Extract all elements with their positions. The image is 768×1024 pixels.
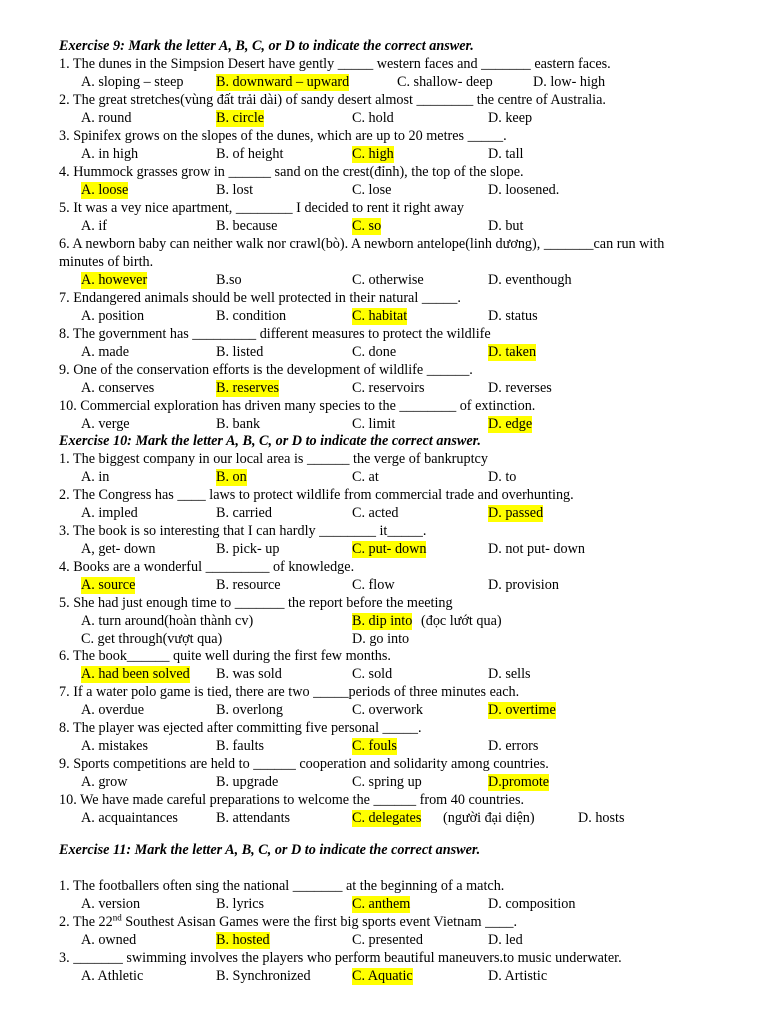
option-a[interactable]: A. position <box>81 308 145 324</box>
option-c[interactable]: C. lose <box>352 182 392 198</box>
options-row <box>0 666 768 683</box>
option-d[interactable]: D. overtime <box>488 702 556 718</box>
option-b[interactable]: B. faults <box>216 738 265 754</box>
options-row <box>0 146 768 163</box>
option-d[interactable]: D. but <box>488 218 524 234</box>
options-row <box>0 380 768 397</box>
question-text: 7. Endangered animals should be well protected in their natural _____. <box>59 290 461 306</box>
option-a[interactable]: A. source <box>81 577 136 593</box>
question-text: 9. One of the conservation efforts is the development of wildlife ______. <box>59 362 473 378</box>
option-b[interactable]: B. condition <box>216 308 287 324</box>
option-d[interactable]: D. sells <box>488 666 531 682</box>
option-c[interactable]: C. done <box>352 344 397 360</box>
question-text: 10. We have made careful preparations to welcome the ______ from 40 countries. <box>59 792 525 808</box>
question-text: 8. The government has _________ different measures to protect the wildlife <box>59 326 491 342</box>
option-d[interactable]: D. edge <box>488 416 533 432</box>
options-row <box>0 896 768 913</box>
exercise-9-heading: Exercise 9: Mark the letter A, B, C, or D to indicate the correct answer. <box>59 38 474 54</box>
option-a[interactable]: A. grow <box>81 774 128 790</box>
option-d[interactable]: D. composition <box>488 896 576 912</box>
option-a[interactable]: A. had been solved <box>81 666 190 682</box>
question-text <box>59 914 517 931</box>
question-text-post: Southest Asisan Games were the first big sports event Vietnam ____. <box>121 914 518 930</box>
option-d[interactable]: D. provision <box>488 577 559 593</box>
option-d[interactable]: D. loosened. <box>488 182 560 198</box>
option-a[interactable]: A. owned <box>81 932 137 948</box>
option-b[interactable]: B. reserves <box>216 380 280 396</box>
option-c[interactable]: C. otherwise <box>352 272 424 288</box>
option-a[interactable]: A. made <box>81 344 130 360</box>
option-b[interactable]: B. carried <box>216 505 272 521</box>
question-text: 1. The footballers often sing the national _______ at the beginning of a match. <box>59 878 505 894</box>
question-text: 2. The Congress has ____ laws to protect wildlife from commercial trade and overhunting. <box>59 487 574 503</box>
option-b[interactable]: B. of height <box>216 146 284 162</box>
question-text: 3. _______ swimming involves the players who perform beautiful maneuvers.to music underwater. <box>59 950 622 966</box>
option-c[interactable]: C. hold <box>352 110 394 126</box>
option-a[interactable]: A, get- down <box>81 541 156 557</box>
option-b[interactable]: B. hosted <box>216 932 270 948</box>
question-text: 3. The book is so interesting that I can hardly ________ it_____. <box>59 523 427 539</box>
question-text: 4. Books are a wonderful _________ of knowledge. <box>59 559 355 575</box>
option-a[interactable]: A. verge <box>81 416 130 432</box>
option-a[interactable]: A. if <box>81 218 108 234</box>
option-a[interactable]: A. sloping – steep <box>81 74 184 90</box>
question-text: 2. The great stretches(vùng đất trải dài) of sandy desert almost ________ the centre of Australia. <box>59 92 606 108</box>
option-d[interactable]: D. keep <box>488 110 533 126</box>
option-b[interactable]: B. was sold <box>216 666 282 682</box>
options-row <box>0 774 768 791</box>
options-row <box>0 469 768 486</box>
option-d[interactable]: D. hosts <box>578 810 625 826</box>
option-b[interactable]: B. resource <box>216 577 281 593</box>
question-text: 6. The book______ quite well during the first few months. <box>59 648 391 664</box>
option-a[interactable]: A. mistakes <box>81 738 148 754</box>
ordinal-suffix: nd <box>112 912 122 923</box>
option-a[interactable]: A. impled <box>81 505 138 521</box>
option-c[interactable]: C. delegates <box>352 810 422 826</box>
option-b[interactable]: B. attendants <box>216 810 291 826</box>
option-a[interactable]: A. Athletic <box>81 968 144 984</box>
options-row <box>0 613 768 630</box>
option-b[interactable]: B. because <box>216 218 278 234</box>
option-b[interactable]: B. dip into <box>352 613 413 629</box>
option-c[interactable]: C. spring up <box>352 774 422 790</box>
options-row <box>0 308 768 325</box>
option-c[interactable]: C. shallow- deep <box>397 74 493 90</box>
question-text-pre: 2. The 22 <box>59 914 113 930</box>
option-c[interactable]: C. at <box>352 469 379 485</box>
option-c[interactable]: C. overwork <box>352 702 423 718</box>
question-text: 7. If a water polo game is tied, there are two _____periods of three minutes each. <box>59 684 520 700</box>
option-d[interactable]: D. tall <box>488 146 524 162</box>
option-b[interactable]: B. on <box>216 469 247 485</box>
question-text: 3. Spinifex grows on the slopes of the dunes, which are up to 20 metres _____. <box>59 128 507 144</box>
question-text: 10. Commercial exploration has driven many species to the ________ of extinction. <box>59 398 536 414</box>
option-c[interactable]: C. acted <box>352 505 399 521</box>
options-row <box>0 932 768 949</box>
option-c-note: (người đại diện) <box>443 810 535 826</box>
option-c[interactable]: C. presented <box>352 932 423 948</box>
option-c[interactable]: C. fouls <box>352 738 397 754</box>
option-d[interactable]: D. eventhough <box>488 272 572 288</box>
option-d[interactable]: D. passed <box>488 505 544 521</box>
option-a[interactable]: A. overdue <box>81 702 145 718</box>
option-b[interactable]: B. circle <box>216 110 265 126</box>
option-b[interactable]: B. pick- up <box>216 541 280 557</box>
option-c[interactable]: C. reservoirs <box>352 380 425 396</box>
question-text: 6. A newborn baby can neither walk nor crawl(bò). A newborn antelope(linh dương), _______can run with <box>59 236 665 252</box>
options-row <box>0 344 768 361</box>
options-row <box>0 182 768 199</box>
question-text: 4. Hummock grasses grow in ______ sand on the crest(đỉnh), the top of the slope. <box>59 164 524 180</box>
option-c[interactable]: C. flow <box>352 577 395 593</box>
option-a[interactable]: A. conserves <box>81 380 155 396</box>
option-d[interactable]: D. led <box>488 932 523 948</box>
options-row <box>0 577 768 594</box>
option-b[interactable]: B. lyrics <box>216 896 265 912</box>
option-d[interactable]: D. reverses <box>488 380 552 396</box>
options-row <box>0 272 768 289</box>
option-b[interactable]: B.so <box>216 272 242 288</box>
option-a[interactable]: A. however <box>81 272 148 288</box>
option-c[interactable]: C. limit <box>352 416 396 432</box>
option-a[interactable]: A. in <box>81 469 110 485</box>
option-b[interactable]: B. downward – upward <box>216 74 350 90</box>
options-row <box>0 505 768 522</box>
option-a[interactable]: A. acquaintances <box>81 810 178 826</box>
options-row <box>0 968 768 985</box>
option-c[interactable]: C. habitat <box>352 308 408 324</box>
option-c[interactable]: C. put- down <box>352 541 427 557</box>
option-b[interactable]: B. overlong <box>216 702 283 718</box>
option-c[interactable]: C. get through(vượt qua) <box>81 631 223 647</box>
question-text: 1. The dunes in the Simpsion Desert have gently _____ western faces and _______ eastern faces. <box>59 56 611 72</box>
exercise-10-heading: Exercise 10: Mark the letter A, B, C, or D to indicate the correct answer. <box>59 433 481 449</box>
question-text: 9. Sports competitions are held to ______ cooperation and solidarity among countries. <box>59 756 549 772</box>
option-d[interactable]: D. not put- down <box>488 541 585 557</box>
options-row <box>0 74 768 91</box>
question-text: 5. She had just enough time to _______ the report before the meeting <box>59 595 453 611</box>
option-a[interactable]: A. round <box>81 110 132 126</box>
option-d[interactable]: D. status <box>488 308 538 324</box>
question-text: 1. The biggest company in our local area is ______ the verge of bankruptcy <box>59 451 488 467</box>
options-row <box>0 702 768 719</box>
option-b[interactable]: B. listed <box>216 344 264 360</box>
option-a[interactable]: A. turn around(hoàn thành cv) <box>81 613 254 629</box>
options-row <box>0 631 768 648</box>
question-text: 5. It was a vey nice apartment, ________ I decided to rent it right away <box>59 200 465 216</box>
option-d[interactable]: D. low- high <box>533 74 606 90</box>
question-text-cont: minutes of birth. <box>59 254 154 270</box>
option-a[interactable]: A. in high <box>81 146 139 162</box>
option-d[interactable]: D. go into <box>352 631 410 647</box>
option-a[interactable]: A. version <box>81 896 141 912</box>
option-d[interactable]: D. taken <box>488 344 537 360</box>
option-b[interactable]: B. lost <box>216 182 254 198</box>
options-row <box>0 541 768 558</box>
options-row <box>0 810 768 827</box>
question-text: 8. The player was ejected after committing five personal _____. <box>59 720 422 736</box>
option-c[interactable]: C. high <box>352 146 394 162</box>
option-c[interactable]: C. Aquatic <box>352 968 413 984</box>
option-c[interactable]: C. sold <box>352 666 393 682</box>
option-b[interactable]: B. bank <box>216 416 261 432</box>
option-b[interactable]: B. Synchronized <box>216 968 311 984</box>
options-row <box>0 218 768 235</box>
option-c[interactable]: C. so <box>352 218 382 234</box>
options-row <box>0 110 768 127</box>
option-d[interactable]: D. errors <box>488 738 539 754</box>
option-b-note: (đọc lướt qua) <box>421 613 502 629</box>
option-b[interactable]: B. upgrade <box>216 774 279 790</box>
option-c[interactable]: C. anthem <box>352 896 411 912</box>
option-a[interactable]: A. loose <box>81 182 129 198</box>
option-d[interactable]: D. to <box>488 469 517 485</box>
exercise-11-heading: Exercise 11: Mark the letter A, B, C, or D to indicate the correct answer. <box>59 842 481 858</box>
option-d[interactable]: D. Artistic <box>488 968 548 984</box>
options-row <box>0 416 768 433</box>
options-row <box>0 738 768 755</box>
option-d[interactable]: D.promote <box>488 774 550 790</box>
